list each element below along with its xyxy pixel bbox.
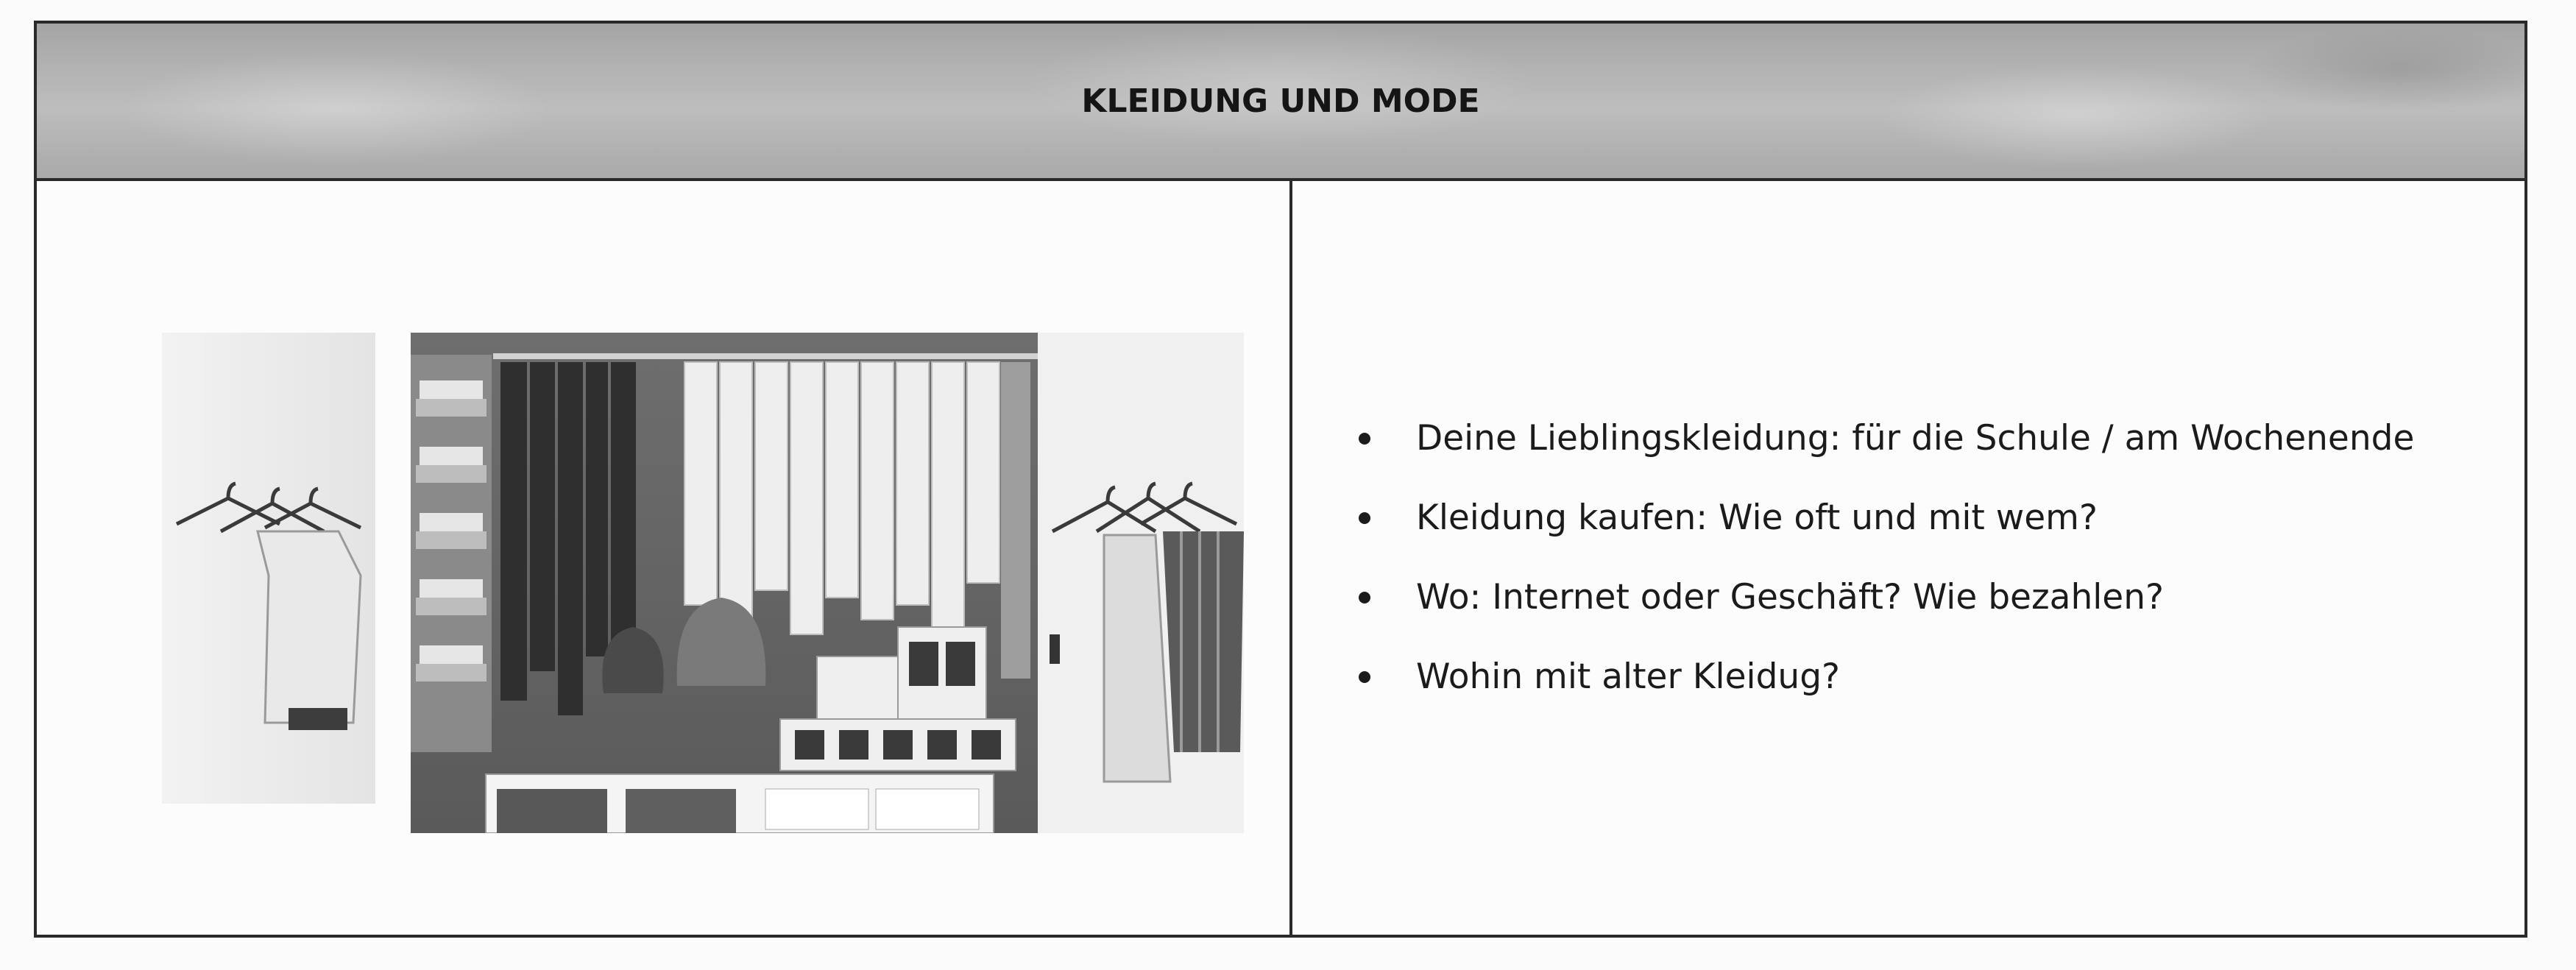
wardrobe-closet-photo: [118, 311, 1244, 833]
list-item: Kleidung kaufen: Wie oft und mit wem?: [1354, 478, 2414, 558]
bullet-icon: [1359, 592, 1370, 603]
bullet-icon: [1359, 671, 1370, 683]
bullet-icon: [1359, 512, 1370, 524]
list-item: Deine Lieblingskleidung: für die Schule / am Wochenende: [1354, 399, 2414, 478]
bullet-icon: [1359, 433, 1370, 445]
list-item: Wo: Internet oder Geschäft? Wie bezahlen?: [1354, 558, 2414, 637]
list-item: Wohin mit alter Kleidug?: [1354, 637, 2414, 717]
header-band: [37, 24, 2524, 181]
topic-list: [1354, 399, 2414, 717]
page-title: KLEIDUNG UND MODE: [1081, 82, 1480, 120]
column-divider: [1289, 178, 1292, 935]
worksheet-card: [34, 21, 2527, 938]
